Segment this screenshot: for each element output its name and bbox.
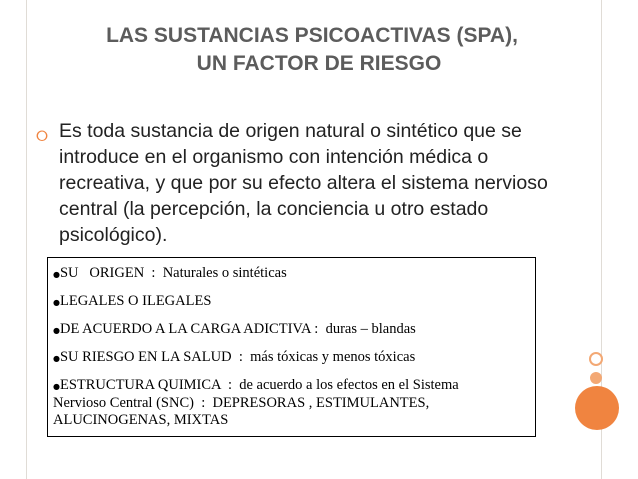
decorative-circle-small-outline	[589, 352, 603, 366]
classification-item: ●ESTRUCTURA QUIMICA : de acuerdo a los efectos en el Sistema Nervioso Central (SNC) : DEPRESORAS , ESTIMULANTES, ALUCINOGENAS, MIXTAS	[53, 377, 459, 428]
list-bullet-icon: ●	[53, 326, 60, 335]
slide-title-line-2: UN FACTOR DE RIESGO	[196, 52, 442, 75]
decorative-circle-large	[575, 386, 619, 430]
classification-item: ●SU RIESGO EN LA SALUD : más tóxicas y menos tóxicas	[53, 349, 416, 365]
list-bullet-icon: ●	[53, 298, 60, 307]
classification-item: ●DE ACUERDO A LA CARGA ADICTIVA : duras – blandas	[53, 321, 416, 337]
list-bullet-icon: ●	[53, 270, 60, 279]
list-bullet-icon: ●	[53, 354, 60, 363]
decorative-circle-small	[590, 372, 602, 384]
list-bullet-icon: ●	[53, 382, 60, 391]
classification-item: ●SU ORIGEN : Naturales o sintéticas	[53, 265, 287, 281]
slide-title-line-1: LAS SUSTANCIAS PSICOACTIVAS (SPA),	[106, 24, 518, 47]
ring-bullet-icon: ⭘	[36, 127, 49, 145]
classification-box	[47, 257, 536, 437]
classification-item: ●LEGALES O ILEGALES	[53, 293, 212, 309]
definition-paragraph: Es toda sustancia de origen natural o sintético que se introduce en el organismo con intención médica o recreativa, y que por su efecto altera el sistema nervioso central (la percepción, la conciencia u otro estado psicológico).	[59, 120, 548, 246]
